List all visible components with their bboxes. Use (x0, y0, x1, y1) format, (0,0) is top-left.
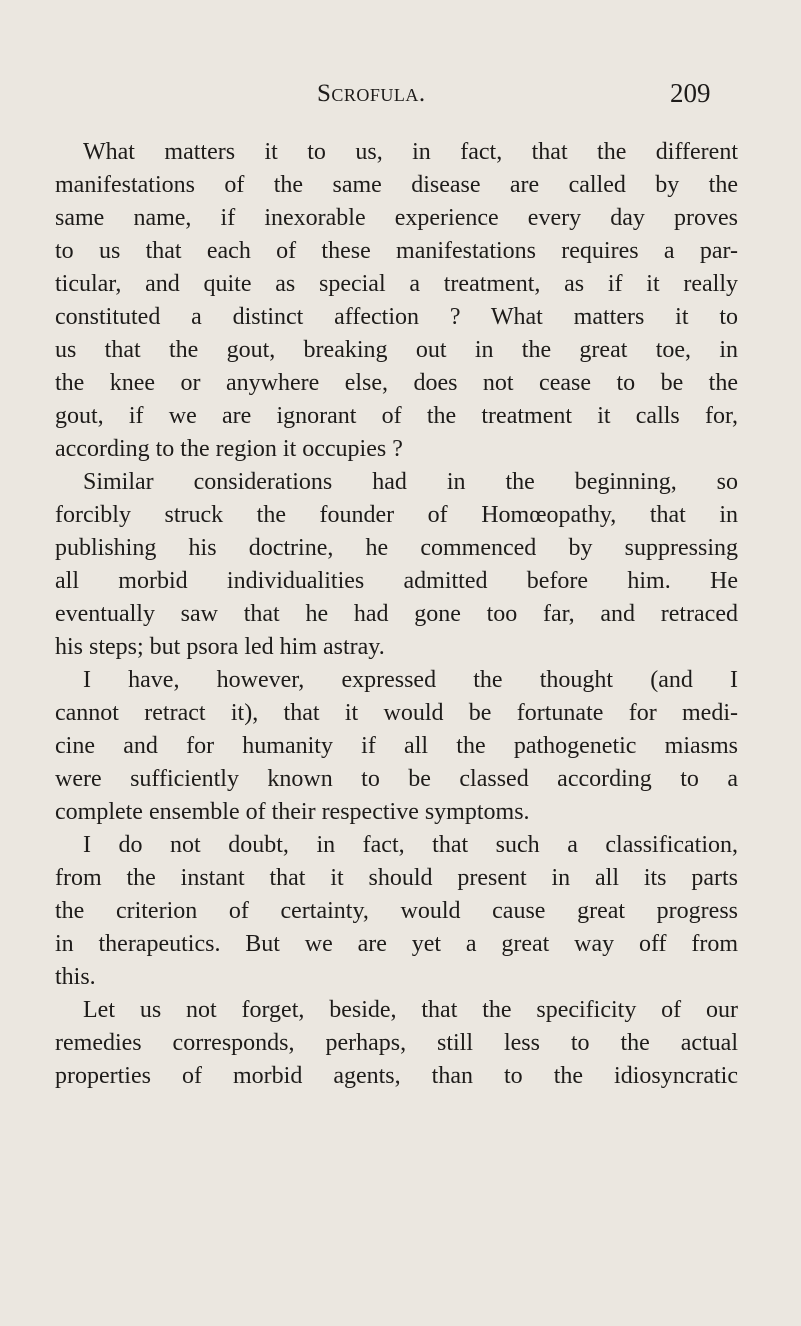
text-line: were sufficiently known to be classed according to a (55, 766, 738, 792)
text-line: remedies corresponds, perhaps, still less to the actual (55, 1030, 738, 1056)
text-line: this. (55, 964, 96, 990)
text-line: forcibly struck the founder of Homœopathy, that in (55, 502, 738, 528)
text-line: his steps; but psora led him astray. (55, 634, 385, 660)
text-line: constituted a distinct affection ? What matters it to (55, 304, 738, 330)
text-line: the knee or anywhere else, does not cease to be the (55, 370, 738, 396)
text-line: ticular, and quite as special a treatment, as if it really (55, 271, 738, 297)
text-line: manifestations of the same disease are called by the (55, 172, 738, 198)
text-line: from the instant that it should present in all its parts (55, 865, 738, 891)
text-line: What matters it to us, in fact, that the different (83, 139, 738, 165)
text-line: to us that each of these manifestations requires a par- (55, 238, 738, 264)
running-head (0, 80, 801, 116)
text-line: Similar considerations had in the beginning, so (83, 469, 738, 495)
text-line: all morbid individualities admitted before him. He (55, 568, 738, 594)
text-line: cannot retract it), that it would be fortunate for medi- (55, 700, 738, 726)
text-line: Let us not forget, beside, that the specificity of our (83, 997, 738, 1023)
running-title: Scrofula. (317, 80, 426, 107)
text-line: I have, however, expressed the thought (and I (83, 667, 738, 693)
text-line: cine and for humanity if all the pathogenetic miasms (55, 733, 738, 759)
text-line: I do not doubt, in fact, that such a classification, (83, 832, 738, 858)
text-line: gout, if we are ignorant of the treatment it calls for, (55, 403, 738, 429)
text-line: publishing his doctrine, he commenced by suppressing (55, 535, 738, 561)
text-line: us that the gout, breaking out in the great toe, in (55, 337, 738, 363)
text-line: complete ensemble of their respective symptoms. (55, 799, 530, 825)
text-line: according to the region it occupies ? (55, 436, 403, 462)
text-line: eventually saw that he had gone too far, and retraced (55, 601, 738, 627)
body-text (55, 136, 738, 1093)
page-number: 209 (670, 78, 711, 108)
text-line: same name, if inexorable experience every day proves (55, 205, 738, 231)
text-line: in therapeutics. But we are yet a great way off from (55, 931, 738, 957)
text-line: the criterion of certainty, would cause great progress (55, 898, 738, 924)
text-line: properties of morbid agents, than to the idiosyncratic (55, 1063, 738, 1089)
